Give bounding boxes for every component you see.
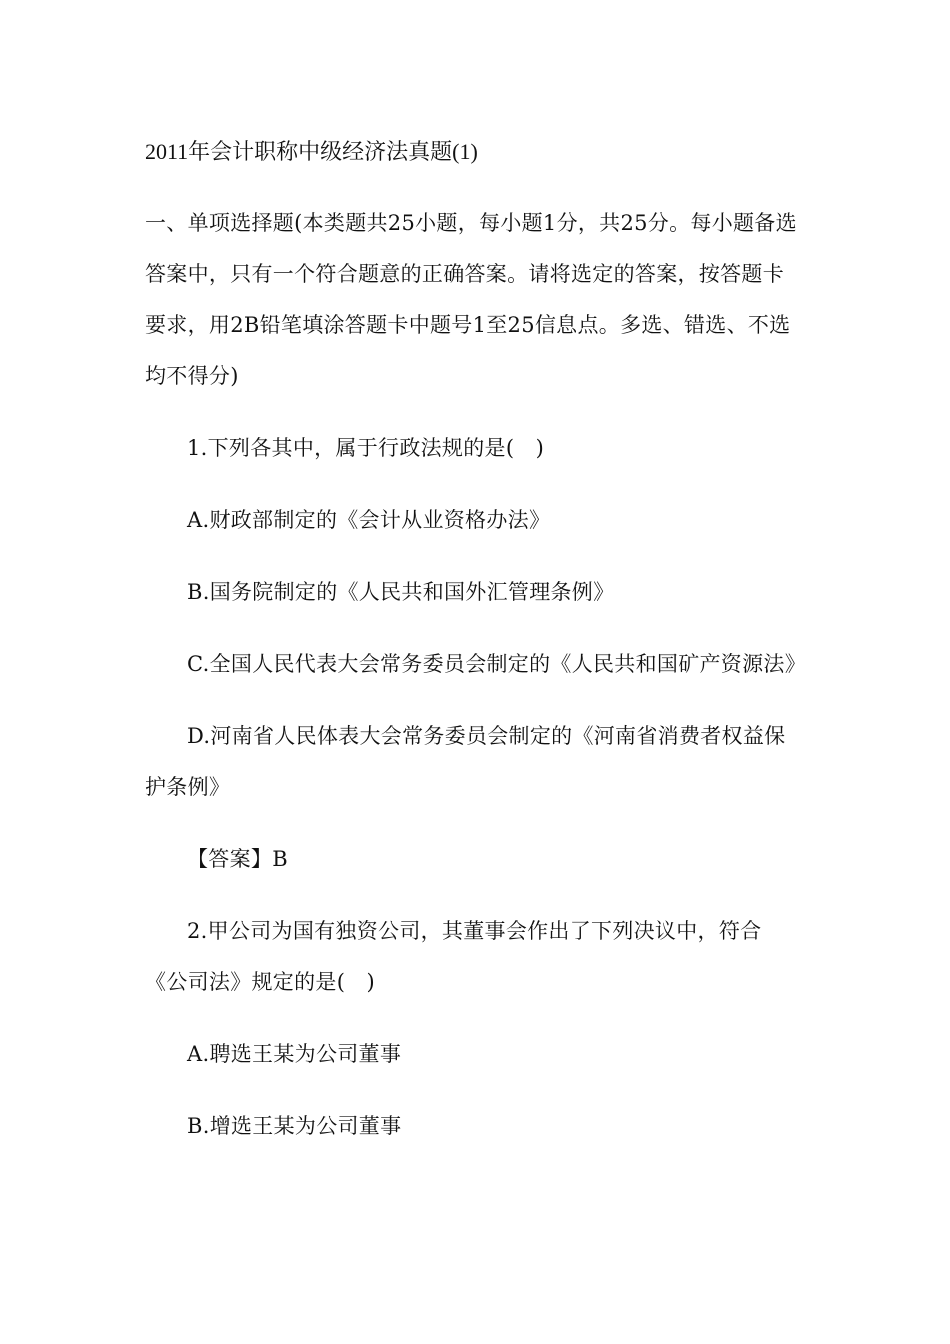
question-1-option-d: D.河南省人民体表大会常务委员会制定的《河南省消费者权益保护条例》 (145, 724, 786, 799)
question-2-option-b: B.增选王某为公司董事 (187, 1114, 402, 1138)
question-1-stem: 1.下列各其中，属于行政法规的是( ) (187, 436, 545, 460)
section-heading: 一、单项选择题(本类题共25小题，每小题1分，共25分。每小题备选答案中，只有一个符合题意的正确答案。请将选定的答案，按答题卡要求，用2B铅笔填涂答题卡中题号1至25信息点。多选、错选、不选均不得分) (145, 211, 797, 388)
question-1-answer: 【答案】B (187, 847, 288, 871)
document-body (145, 130, 806, 1152)
document-title: 2011年会计职称中级经济法真题(1) (145, 139, 478, 164)
question-1-option-b: B.国务院制定的《人民共和国外汇管理条例》 (187, 580, 615, 604)
question-1-option-a: A.财政部制定的《会计从业资格办法》 (187, 508, 551, 532)
question-2-stem: 2.甲公司为国有独资公司，其董事会作出了下列决议中，符合《公司法》规定的是( ) (145, 919, 762, 994)
question-2-option-a: A.聘选王某为公司董事 (187, 1042, 402, 1066)
question-1-option-c: C.全国人民代表大会常务委员会制定的《人民共和国矿产资源法》 (187, 652, 806, 676)
